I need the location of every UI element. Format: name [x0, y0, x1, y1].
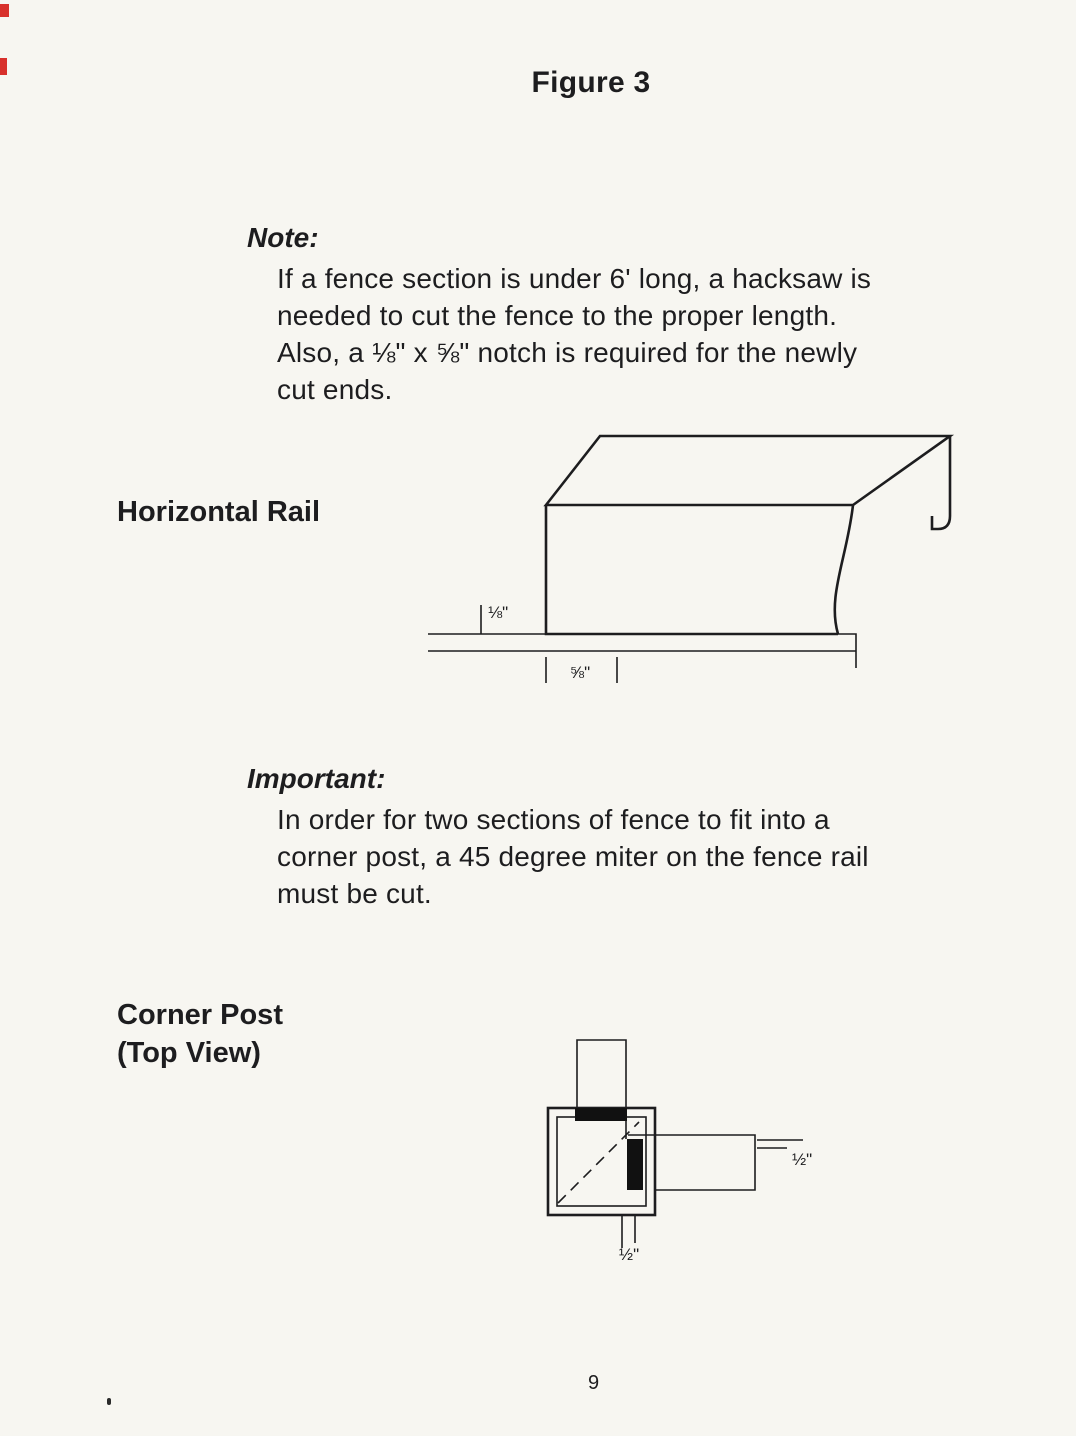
- horizontal-rail-label: Horizontal Rail: [117, 496, 321, 528]
- rail-front-face: [546, 505, 838, 634]
- scan-artifact-mark: [0, 4, 9, 17]
- corner-post-label-line2: (Top View): [117, 1037, 261, 1069]
- page-number: 9: [588, 1372, 600, 1394]
- corner-post-diagram: [535, 1032, 865, 1274]
- rail-front-curve: [835, 505, 853, 634]
- note-line: needed to cut the fence to the proper length.: [277, 300, 838, 331]
- horizontal-rail-diagram: [410, 428, 970, 690]
- note-line: cut ends.: [277, 374, 393, 405]
- rail-top-face: [546, 436, 950, 505]
- corner-post-label-line1: Corner Post: [117, 999, 283, 1031]
- vertical-rail-outline: [577, 1040, 626, 1139]
- scan-artifact-mark: [0, 58, 7, 75]
- notch-bar-right: [627, 1139, 643, 1190]
- note-heading: Note:: [247, 222, 319, 253]
- corner-post-label: [117, 996, 283, 1072]
- horizontal-rail-outline: [628, 1135, 755, 1190]
- rail-edge-hook: [932, 436, 950, 529]
- notch-bar-top: [575, 1108, 627, 1121]
- important-heading: Important:: [247, 763, 386, 794]
- important-line: In order for two sections of fence to fit into a: [277, 804, 830, 835]
- corner-post-right-dim: ½": [792, 1150, 813, 1169]
- rail-notch-width-dim: ⅝": [569, 663, 591, 682]
- important-line: corner post, a 45 degree miter on the fence rail: [277, 841, 869, 872]
- rail-notch-depth-dim: ⅛": [488, 603, 509, 622]
- note-line: If a fence section is under 6' long, a hacksaw is: [277, 263, 872, 294]
- figure-title: Figure 3: [531, 66, 651, 99]
- note-body: [277, 260, 871, 408]
- note-line: Also, a ⅛" x ⅝" notch is required for the newly: [277, 337, 858, 368]
- corner-post-bottom-dim: ½": [618, 1245, 640, 1264]
- important-line: must be cut.: [277, 878, 432, 909]
- ink-speck: [107, 1398, 111, 1405]
- important-body: [277, 801, 869, 912]
- miter-dashed-line: [558, 1122, 639, 1203]
